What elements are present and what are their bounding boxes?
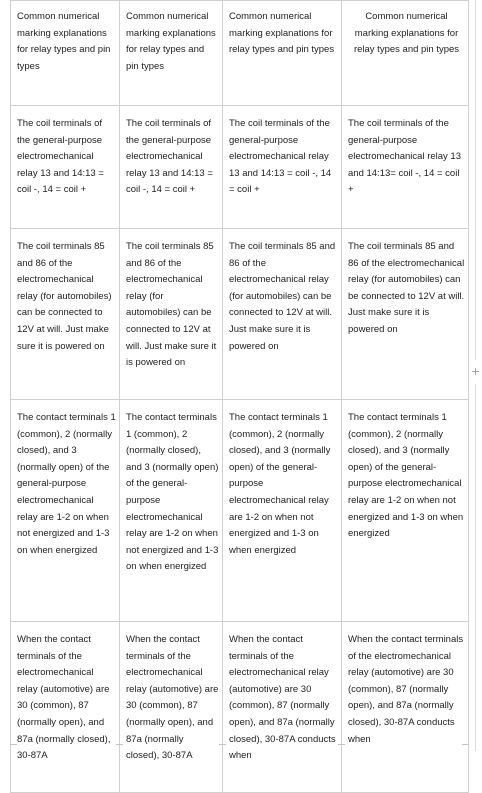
table-row: [11, 622, 469, 793]
table-cell[interactable]: The coil terminals 85 and 86 of the electromechanical relay (for automobiles) can be connected to 12V at will. Just make sure it is powered on: [11, 229, 120, 400]
table-cell[interactable]: The coil terminals of the general-purpose electromechanical relay 13 and 14:13 = coil -, 14 = coil +: [120, 106, 223, 229]
table-row: [11, 400, 469, 622]
table-cell[interactable]: The coil terminals of the general-purpose electromechanical relay 13 and 14:13 = coil -, 14 = coil +: [223, 106, 342, 229]
table-cell[interactable]: Common numerical marking explanations for relay types and pin types: [223, 1, 342, 106]
plus-icon[interactable]: +: [470, 365, 481, 378]
table-cell[interactable]: When the contact terminals of the electromechanical relay (automotive) are 30 (common), 87 (normally open), and 87a (normally closed), 30-87A: [11, 622, 120, 793]
table-cell[interactable]: Common numerical marking explanations for relay types and pin types: [342, 1, 469, 106]
table-cell[interactable]: The contact terminals 1 (common), 2 (normally closed), and 3 (normally open) of the general-purpose electromechanical relay are 1-2 on when not energized and 1-3 on when energized: [342, 400, 469, 622]
table-row: [11, 229, 469, 400]
table-cell[interactable]: The coil terminals 85 and 86 of the electromechanical relay (for automobiles) can be connected to 12V at will. Just make sure it is powered on: [342, 229, 469, 400]
table-row: [11, 106, 469, 229]
table-edge-guide: [475, 0, 476, 360]
table-cell[interactable]: The contact terminals 1 (common), 2 (normally closed), and 3 (normally open) of the general-purpose electromechanical relay are 1-2 on when not energized and 1-3 on when energized: [120, 400, 223, 622]
column-resize-handle[interactable]: [116, 744, 123, 752]
table-edge-guide: [475, 384, 476, 751]
table-cell[interactable]: The contact terminals 1 (common), 2 (normally closed), and 3 (normally open) of the general-purpose electromechanical relay are 1-2 on when not energized and 1-3 on when energized: [11, 400, 120, 622]
table-row: [11, 1, 469, 106]
column-resize-handle[interactable]: [10, 744, 17, 752]
relay-marking-table: [10, 0, 469, 793]
table-cell[interactable]: When the contact terminals of the electromechanical relay (automotive) are 30 (common), 87 (normally open), and 87a (normally closed), 30-87A conducts when: [342, 622, 469, 793]
table-cell[interactable]: The coil terminals 85 and 86 of the electromechanical relay (for automobiles) can be connected to 12V at will. Just make sure it is powered on: [223, 229, 342, 400]
column-resize-handle[interactable]: [338, 744, 345, 752]
table-cell[interactable]: The coil terminals of the general-purpose electromechanical relay 13 and 14:13= coil -, 14 = coil +: [342, 106, 469, 229]
table-cell[interactable]: The contact terminals 1 (common), 2 (normally closed), and 3 (normally open) of the general-purpose electromechanical relay are 1-2 on when not energized and 1-3 on when energized: [223, 400, 342, 622]
table-cell[interactable]: When the contact terminals of the electromechanical relay (automotive) are 30 (common), 87 (normally open), and 87a (normally closed), 30-87A: [120, 622, 223, 793]
column-resize-handle[interactable]: [462, 744, 469, 752]
table-cell[interactable]: Common numerical marking explanations for relay types and pin types: [120, 1, 223, 106]
column-resize-handle[interactable]: [219, 744, 226, 752]
table-cell[interactable]: Common numerical marking explanations for relay types and pin types: [11, 1, 120, 106]
table-cell[interactable]: The coil terminals of the general-purpose electromechanical relay 13 and 14:13 = coil -, 14 = coil +: [11, 106, 120, 229]
table-cell[interactable]: The coil terminals 85 and 86 of the electromechanical relay (for automobiles) can be connected to 12V at will. Just make sure it is powered on: [120, 229, 223, 400]
table-cell[interactable]: When the contact terminals of the electromechanical relay (automotive) are 30 (common), 87 (normally open), and 87a (normally closed), 30-87A conducts when: [223, 622, 342, 793]
